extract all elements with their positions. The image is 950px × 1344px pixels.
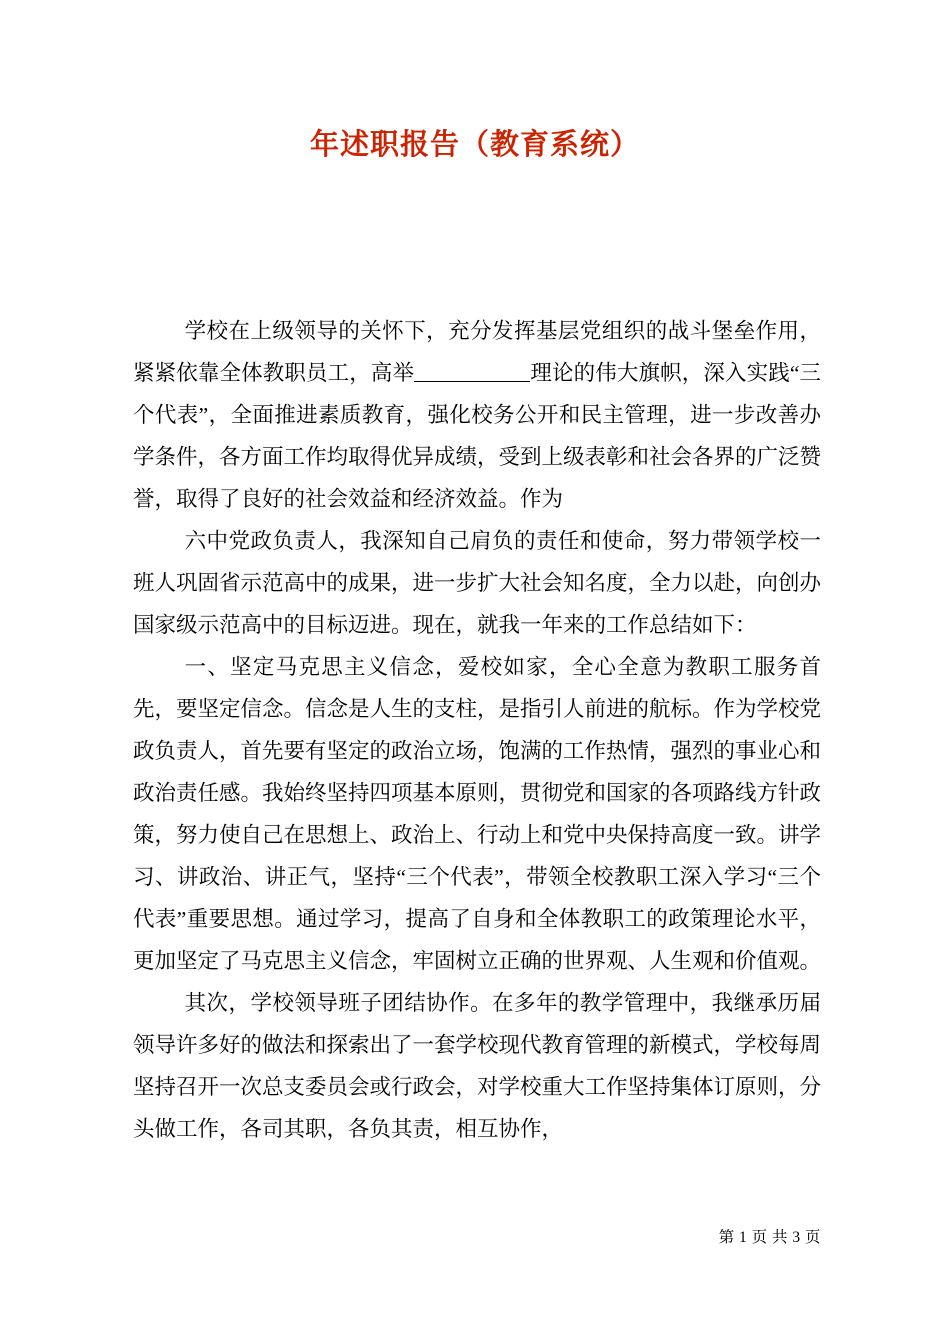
fill-in-blank bbox=[414, 381, 530, 382]
document-body bbox=[133, 310, 821, 1150]
page-title: 年述职报告（教育系统） bbox=[309, 129, 640, 161]
paragraph-1-text-before-blank: 学校在上级领导的关怀下，充分发挥基层党组织的战斗堡垒作用，紧紧依靠全体教职员工，高举 bbox=[133, 319, 821, 385]
paragraph-2: 六中党政负责人，我深知自己肩负的责任和使命，努力带领学校一班人巩固省示范高中的成果，进一步扩大社会知名度，全力以赴，向创办国家级示范高中的目标迈进。现在，就我一年来的工作总结如下： bbox=[133, 529, 822, 637]
paragraph-4: 其次，学校领导班子团结协作。在多年的教学管理中，我继承历届领导许多好的做法和探索出了一套学校现代教育管理的新模式，学校每周坚持召开一次总支委员会或行政会，对学校重大工作坚持集体订原则，分头做工作，各司其职，各负其责，相互协作， bbox=[133, 991, 822, 1141]
paragraph-1-text-after-blank: 理论的伟大旗帜，深入实践“三个代表”，全面推进素质教育，强化校务公开和民主管理，进一步改善办学条件，各方面工作均取得优异成绩，受到上级表彰和社会各界的广泛赞誉，取得了良好的社会效益和经济效益。作为 bbox=[133, 361, 822, 511]
paragraph-1 bbox=[133, 310, 821, 520]
paragraph-3: 一、坚定马克思主义信念，爱校如家，全心全意为教职工服务首先，要坚定信念。信念是人生的支柱，是指引人前进的航标。作为学校党政负责人，首先要有坚定的政治立场，饱满的工作热情，强烈的事业心和政治责任感。我始终坚持四项基本原则，贯彻党和国家的各项路线方针政策，努力使自己在思想上、政治上、行动上和党中央保持高度一致。讲学习、讲政治、讲正气，坚持“三个代表”，带领全校教职工深入学习“三个代表”重要思想。通过学习，提高了自身和全体教职工的政策理论水平，更加坚定了马克思主义信念，牢固树立正确的世界观、人生观和价值观。 bbox=[133, 655, 822, 973]
page-number-footer: 第 1 页 共 3 页 bbox=[718, 1229, 821, 1246]
